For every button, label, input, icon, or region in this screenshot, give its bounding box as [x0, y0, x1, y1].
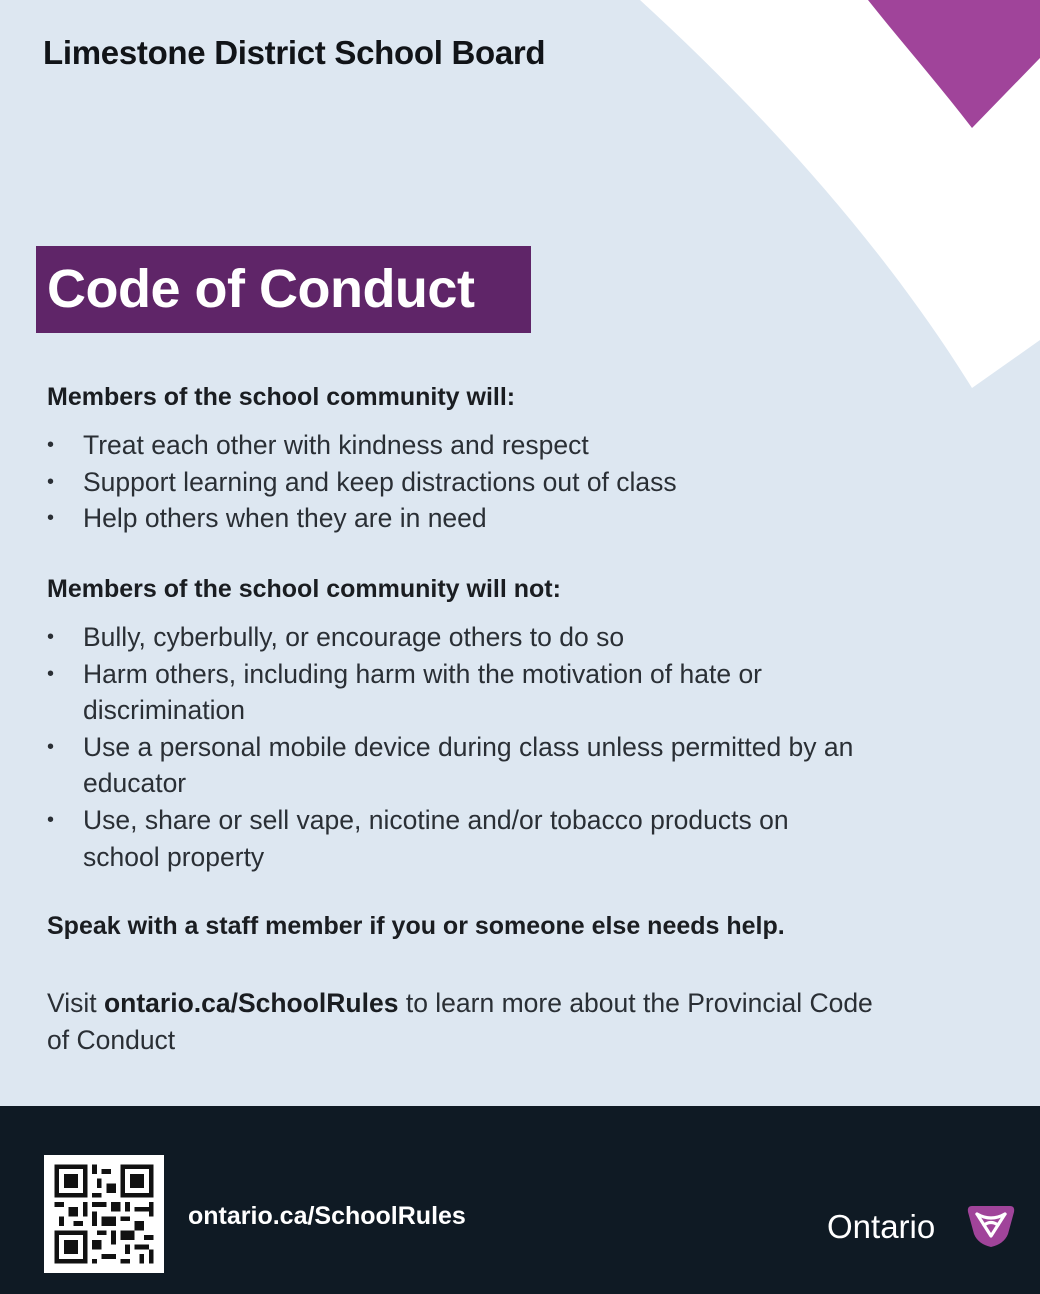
list-item-text: Bully, cyberbully, or encourage others to do so: [83, 622, 625, 652]
list-item-text: Treat each other with kindness and respect: [83, 430, 589, 460]
school-rules-link[interactable]: ontario.ca/SchoolRules: [103, 988, 399, 1018]
list-item-text: Help others when they are in need: [83, 503, 487, 534]
will-list: [47, 427, 907, 537]
bullet-icon: •: [47, 662, 55, 685]
list-item-text: Harm others, including harm with the motivation of hate or discrimination: [83, 658, 763, 726]
list-item: [47, 656, 907, 729]
ontario-wordmark: Ontario: [827, 1208, 936, 1245]
visit-prefix: Visit: [47, 988, 104, 1018]
bullet-icon: •: [47, 626, 55, 648]
ontario-trillium-icon: [966, 1202, 1016, 1248]
bullet-icon: •: [47, 507, 55, 530]
bullet-icon: •: [47, 434, 55, 456]
qr-code-icon[interactable]: [44, 1155, 164, 1273]
list-item: [47, 427, 907, 464]
list-item-text: Use, share or sell vape, nicotine and/or tobacco products on school property: [83, 804, 789, 872]
visit-paragraph: [47, 985, 897, 1059]
board-name: Limestone District School Board: [43, 34, 546, 71]
will-heading: Members of the school community will:: [47, 383, 516, 411]
list-item-text: Use a personal mobile device during class unless permitted by an educator: [83, 731, 854, 799]
footer-url-link[interactable]: ontario.ca/SchoolRules: [188, 1202, 466, 1230]
help-statement: Speak with a staff member if you or someone else needs help.: [47, 912, 785, 940]
visit-suffix: to learn more about the Provincial Code of Conduct: [47, 988, 873, 1055]
list-item: [47, 729, 907, 802]
will-not-list: [47, 619, 907, 875]
bullet-icon: •: [47, 470, 55, 493]
page-title: Code of Conduct: [47, 259, 475, 319]
bullet-icon: •: [47, 808, 55, 831]
list-item: [47, 802, 907, 875]
list-item: [47, 500, 907, 537]
list-item: [47, 464, 907, 501]
will-not-heading: Members of the school community will not:: [47, 575, 561, 603]
list-item: [47, 619, 907, 656]
bullet-icon: •: [47, 735, 55, 758]
list-item-text: Support learning and keep distractions out of class: [83, 466, 677, 497]
